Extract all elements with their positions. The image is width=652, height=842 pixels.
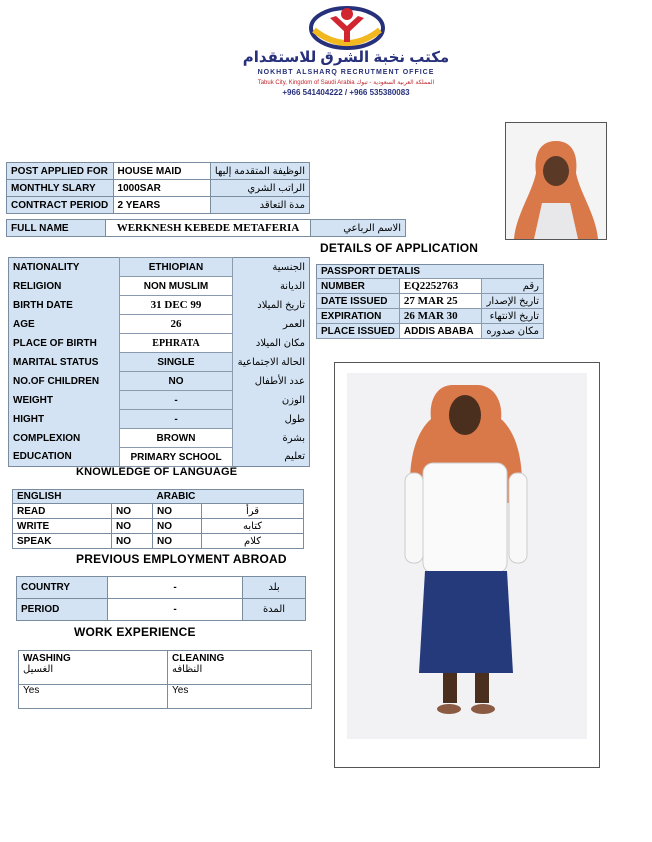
table-row — [13, 519, 304, 534]
expiration-value: 26 MAR 30 — [399, 309, 481, 324]
date-issued-value: 27 MAR 25 — [399, 294, 481, 309]
birth-date-value: 31 DEC 99 — [120, 296, 233, 315]
work-title: WORK EXPERIENCE — [74, 625, 196, 639]
table-row — [317, 309, 544, 324]
expiration-label: EXPIRATION — [317, 309, 400, 324]
education-label-ar: تعليم — [233, 448, 310, 467]
passport-number-value: EQ2252763 — [399, 279, 481, 294]
company-name-arabic: مكتب نخبة الشرق للاستقدام — [242, 49, 450, 66]
passport-table — [316, 264, 544, 339]
nationality-label-ar: الجنسية — [233, 258, 310, 277]
full-body-photo — [334, 362, 600, 768]
table-row — [13, 534, 304, 549]
read-label: READ — [13, 504, 112, 519]
passport-number-label-ar: رقم — [482, 279, 544, 294]
full-name-label: FULL NAME — [7, 220, 106, 237]
religion-label-ar: الديانة — [233, 277, 310, 296]
contract-period-value: 2 YEARS — [113, 197, 210, 214]
personal-details-table — [8, 257, 310, 467]
table-row — [9, 315, 310, 334]
marital-status-label: MARITAL STATUS — [9, 353, 120, 372]
table-row — [317, 265, 544, 279]
read-english: NO — [112, 504, 153, 519]
table-row — [317, 294, 544, 309]
read-arabic: NO — [153, 504, 202, 519]
table-row — [13, 504, 304, 519]
complexion-value: BROWN — [120, 429, 233, 448]
place-issued-label: PLACE ISSUED — [317, 324, 400, 339]
table-row — [9, 258, 310, 277]
table-row — [9, 372, 310, 391]
write-arabic: NO — [153, 519, 202, 534]
height-label-ar: طول — [233, 410, 310, 429]
speak-english: NO — [112, 534, 153, 549]
nationality-label: NATIONALITY — [9, 258, 120, 277]
table-row — [7, 163, 310, 180]
washing-label: WASHING — [23, 653, 71, 664]
job-info-table — [6, 162, 310, 214]
complexion-label-ar: بشرة — [233, 429, 310, 448]
weight-value: - — [120, 391, 233, 410]
cleaning-value: Yes — [168, 685, 312, 709]
post-applied-label: POST APPLIED FOR — [7, 163, 114, 180]
speak-arabic: NO — [153, 534, 202, 549]
cleaning-label: CLEANING — [172, 653, 225, 664]
table-row — [9, 410, 310, 429]
write-label: WRITE — [13, 519, 112, 534]
religion-label: RELIGION — [9, 277, 120, 296]
full-name-label-ar: الاسم الرباعي — [311, 220, 406, 237]
children-label: NO.OF CHILDREN — [9, 372, 120, 391]
date-issued-label: DATE ISSUED — [317, 294, 400, 309]
age-value: 26 — [120, 315, 233, 334]
washing-cell — [19, 651, 168, 685]
passport-title: PASSPORT DETALIS — [317, 265, 544, 279]
cleaning-label-ar: النظافه — [172, 664, 203, 675]
arabic-header: ARABIC — [153, 490, 304, 504]
work-table — [18, 650, 312, 709]
nationality-value: ETHIOPIAN — [120, 258, 233, 277]
monthly-salary-label: MONTHLY SLARY — [7, 180, 114, 197]
place-of-birth-value: EPHRATA — [120, 334, 233, 353]
table-row — [13, 490, 304, 504]
period-label: PERIOD — [17, 599, 108, 621]
table-row — [7, 180, 310, 197]
table-row — [9, 448, 310, 467]
washing-label-ar: الغسيل — [23, 664, 54, 675]
table-row — [9, 277, 310, 296]
education-label: EDUCATION — [9, 448, 120, 467]
religion-value: NON MUSLIM — [120, 277, 233, 296]
language-title: KNOWLEDGE OF LANGUAGE — [76, 466, 238, 478]
speak-label-ar: كلام — [202, 534, 304, 549]
logo-emblem-icon — [306, 4, 388, 50]
portrait-image — [506, 123, 606, 239]
birth-date-label-ar: تاريخ الميلاد — [233, 296, 310, 315]
education-value: PRIMARY SCHOOL — [120, 448, 233, 467]
place-issued-value: ADDIS ABABA — [399, 324, 481, 339]
company-logo — [210, 4, 482, 100]
country-value: - — [108, 577, 243, 599]
monthly-salary-value: 1000SAR — [113, 180, 210, 197]
contract-period-label-ar: مدة التعاقد — [210, 197, 309, 214]
post-applied-label-ar: الوظيفة المتقدمة إليها — [210, 163, 309, 180]
contract-period-label: CONTRACT PERIOD — [7, 197, 114, 214]
weight-label: WEIGHT — [9, 391, 120, 410]
table-row — [9, 353, 310, 372]
age-label-ar: العمر — [233, 315, 310, 334]
period-label-ar: المدة — [243, 599, 306, 621]
full-body-image — [335, 363, 599, 767]
weight-label-ar: الوزن — [233, 391, 310, 410]
full-name-value: WERKNESH KEBEDE METAFERIA — [106, 220, 311, 237]
table-row — [7, 220, 406, 237]
english-header: ENGLISH — [13, 490, 153, 504]
employment-table — [16, 576, 306, 621]
place-of-birth-label-ar: مكان الميلاد — [233, 334, 310, 353]
marital-status-label-ar: الحالة الاجتماعية — [233, 353, 310, 372]
period-value: - — [108, 599, 243, 621]
height-label: HIGHT — [9, 410, 120, 429]
cleaning-cell — [168, 651, 312, 685]
table-row — [7, 197, 310, 214]
monthly-salary-label-ar: الراتب الشري — [210, 180, 309, 197]
company-name-english: NOKHBT ALSHARQ RECRUTMENT OFFICE — [257, 69, 435, 76]
write-english: NO — [112, 519, 153, 534]
write-label-ar: كتابه — [202, 519, 304, 534]
table-row — [19, 685, 312, 709]
details-title: DETAILS OF APPLICATION — [320, 241, 479, 255]
read-label-ar: قرأ — [202, 504, 304, 519]
company-address: Tabuk City, Kingdom of Saudi Arabia المملكة العربية السعودية - تبوك — [257, 80, 435, 86]
speak-label: SPEAK — [13, 534, 112, 549]
expiration-label-ar: تاريخ الانتهاء — [482, 309, 544, 324]
table-row — [17, 577, 306, 599]
passport-number-label: NUMBER — [317, 279, 400, 294]
washing-value: Yes — [19, 685, 168, 709]
marital-status-value: SINGLE — [120, 353, 233, 372]
employment-title: PREVIOUS EMPLOYMENT ABROAD — [76, 552, 287, 566]
birth-date-label: BIRTH DATE — [9, 296, 120, 315]
country-label-ar: بلد — [243, 577, 306, 599]
table-row — [17, 599, 306, 621]
table-row — [9, 296, 310, 315]
company-phones: +966 541404222 / +966 535380083 — [282, 88, 410, 97]
portrait-photo — [505, 122, 607, 240]
table-row — [9, 391, 310, 410]
table-row — [9, 429, 310, 448]
table-row — [317, 279, 544, 294]
children-label-ar: عدد الأطفال — [233, 372, 310, 391]
children-value: NO — [120, 372, 233, 391]
full-name-table — [6, 219, 406, 237]
language-table — [12, 489, 304, 549]
table-row — [9, 334, 310, 353]
height-value: - — [120, 410, 233, 429]
table-row — [19, 651, 312, 685]
date-issued-label-ar: تاريخ الإصدار — [482, 294, 544, 309]
country-label: COUNTRY — [17, 577, 108, 599]
place-of-birth-label: PLACE OF BIRTH — [9, 334, 120, 353]
post-applied-value: HOUSE MAID — [113, 163, 210, 180]
age-label: AGE — [9, 315, 120, 334]
table-row — [317, 324, 544, 339]
complexion-label: COMPLEXION — [9, 429, 120, 448]
place-issued-label-ar: مكان صدوره — [482, 324, 544, 339]
